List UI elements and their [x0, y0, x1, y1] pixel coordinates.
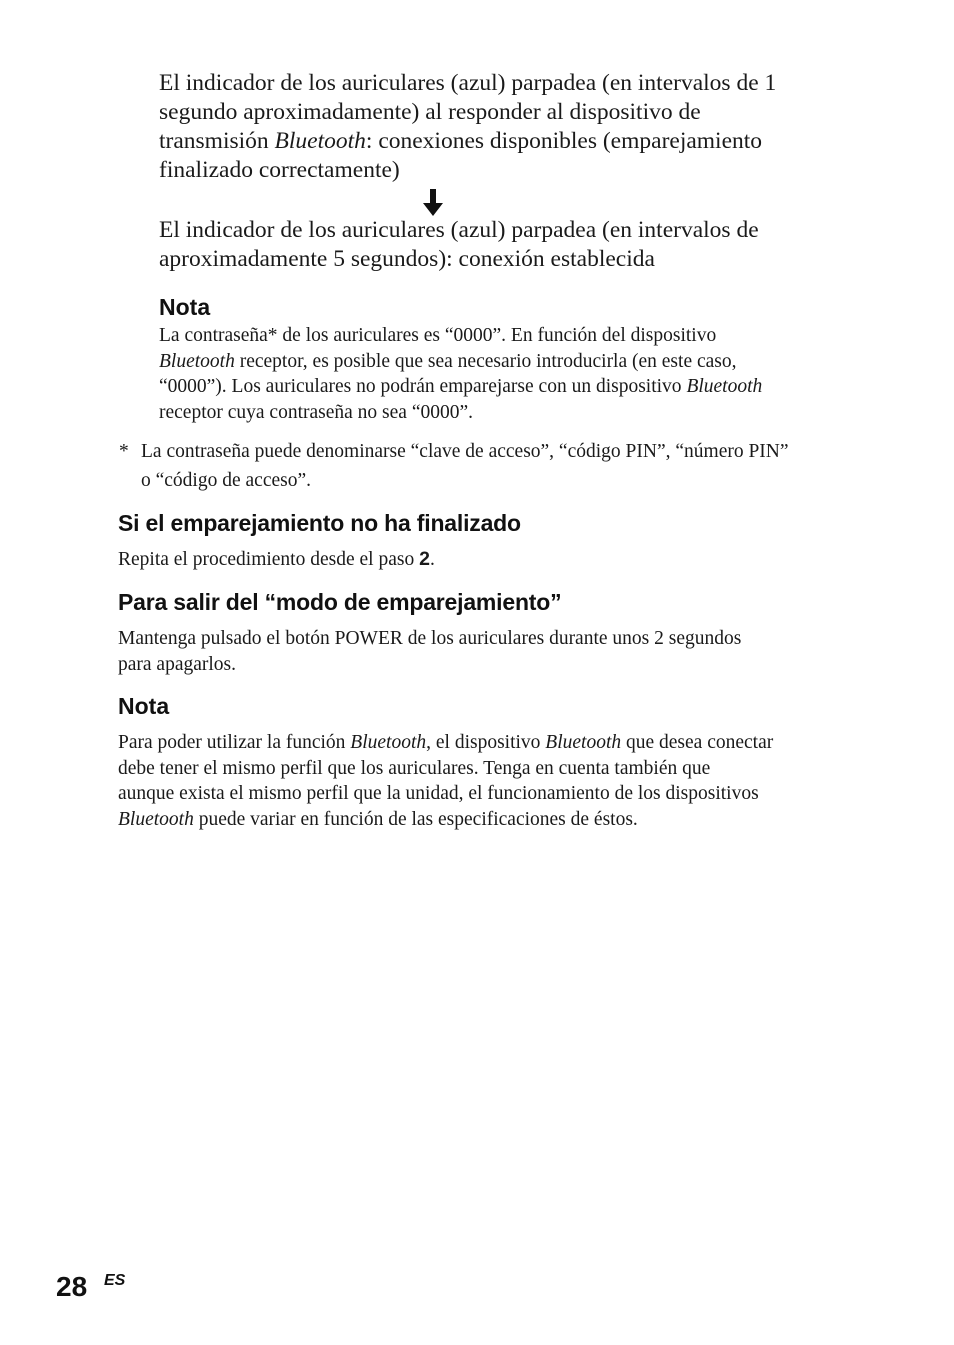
step-connection-established [159, 216, 859, 274]
note-1-line-1: La contraseña* de los auriculares es “0000”. En función del dispositivo [159, 325, 717, 346]
step-a-line-3: transmisión Bluetooth: conexiones disponibles (emparejamiento [159, 128, 763, 154]
page-number: 28 [56, 1271, 88, 1302]
note-1-line-4: receptor cuya contraseña no sea “0000”. [159, 402, 474, 424]
footnote-line-1: La contraseña puede denominarse “clave de acceso”, “código PIN”, “número PIN” [141, 441, 789, 462]
section-heading-exit-pairing-mode: Para salir del “modo de emparejamiento” [118, 589, 562, 615]
note-1-line-3: “0000”). Los auriculares no podrán emparejarse con un dispositivo Bluetooth [159, 376, 763, 398]
note-1-body [159, 323, 879, 426]
section-2-text [118, 626, 878, 677]
note-2-line-1: Para poder utilizar la función Bluetooth, el dispositivo Bluetooth que desea conectar [118, 732, 774, 753]
step-number: 2 [419, 548, 430, 570]
section-heading-pairing-not-finished: Si el emparejamiento no ha finalizado [118, 510, 521, 536]
language-code: ES [104, 1272, 126, 1289]
step-connection-available [159, 69, 859, 185]
step-b-line-1: El indicador de los auriculares (azul) parpadea (en intervalos de [159, 217, 759, 243]
footnote-marker: * [119, 441, 129, 462]
section-2-line-1: Mantenga pulsado el botón POWER de los auriculares durante unos 2 segundos [118, 628, 742, 649]
note-heading-1: Nota [159, 294, 211, 320]
note-2-line-4: Bluetooth puede variar en función de las especificaciones de éstos. [118, 809, 638, 831]
step-a-line-4: finalizado correctamente) [159, 157, 400, 183]
note-2-line-2: debe tener el mismo perfil que los auriculares. Tenga en cuenta también que [118, 757, 711, 779]
step-a-line-1: El indicador de los auriculares (azul) parpadea (en intervalos de 1 [159, 70, 777, 96]
step-a-line-2: segundo aproximadamente) al responder al dispositivo de [159, 99, 701, 125]
note-2-line-3: aunque exista el mismo perfil que la unidad, el funcionamiento de los dispositivos [118, 783, 759, 805]
note-1-line-2: Bluetooth receptor, es posible que sea necesario introducirla (en este caso, [159, 350, 737, 372]
arrow-down-icon [423, 189, 443, 217]
step-b-line-2: aproximadamente 5 segundos): conexión establecida [159, 246, 655, 272]
section-2-line-2: para apagarlos. [118, 653, 237, 675]
footnote-line-2: o “código de acceso”. [141, 470, 311, 491]
section-1-text: Repita el procedimiento desde el paso 2. [118, 548, 435, 570]
footnote-text [141, 437, 881, 495]
note-heading-2: Nota [118, 693, 170, 719]
note-2-body [118, 730, 888, 833]
